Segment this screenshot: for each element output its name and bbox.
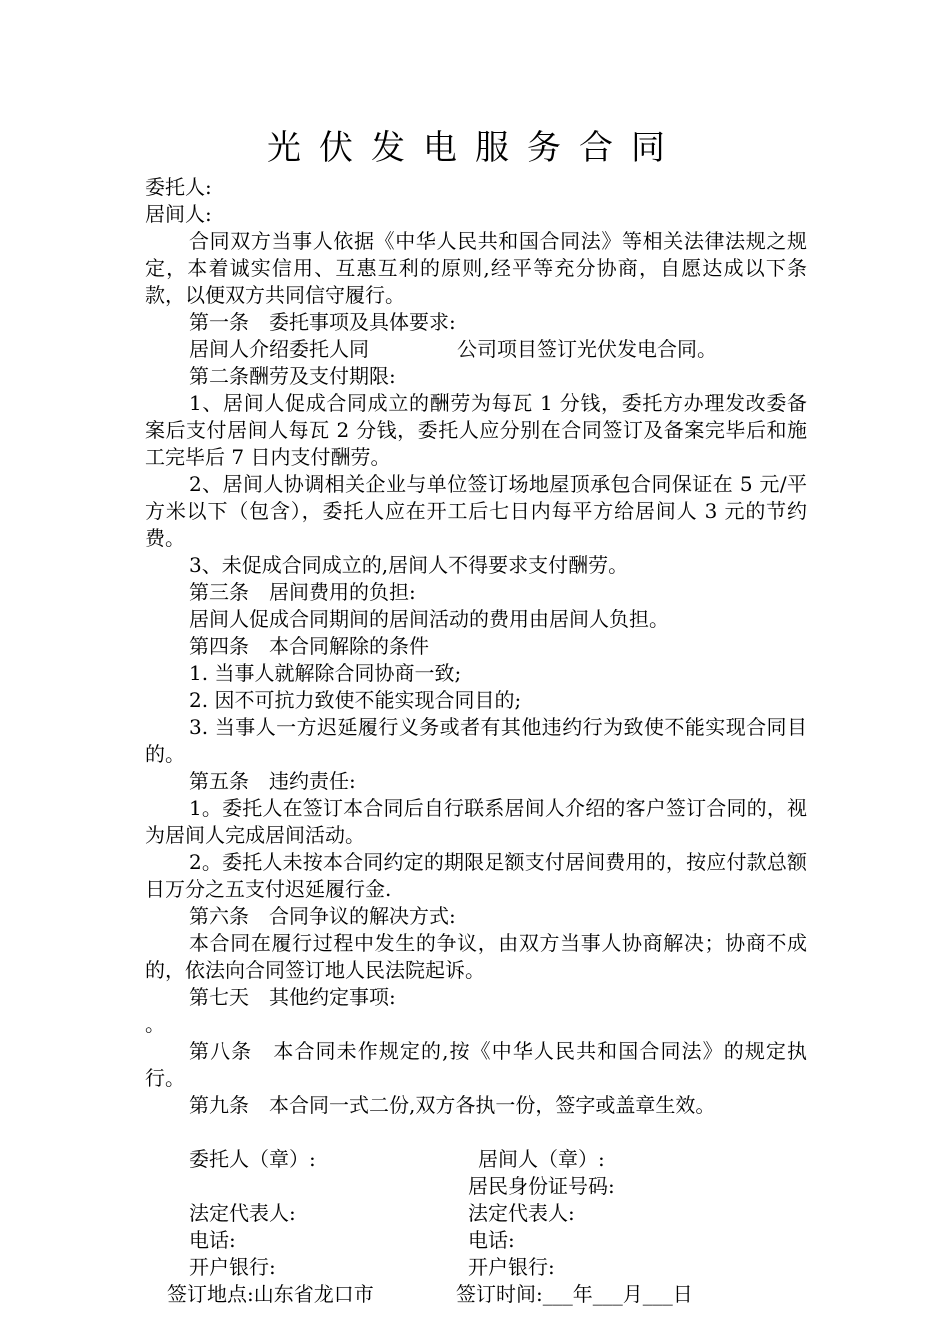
client-phone-label: 电话: xyxy=(189,1228,236,1252)
signing-place: 签订地点:山东省龙口市 xyxy=(167,1282,374,1306)
article-8: 第八条 本合同未作规定的,按《中华人民共和国合同法》的规定执行。 xyxy=(145,1039,807,1090)
article-2-item: 3、未促成合同成立的,居间人不得要求支付酬劳。 xyxy=(189,553,629,577)
client-line: 委托人: xyxy=(145,175,212,199)
article-4-item: 2. 因不可抗力致使不能实现合同目的; xyxy=(189,688,522,712)
signature-row-rep xyxy=(145,1200,807,1227)
article-4-item: 3. 当事人一方迟延履行义务或者有其他违约行为致使不能实现合同目的。 xyxy=(145,715,807,766)
signature-row-bank xyxy=(145,1254,807,1281)
article-9: 第九条 本合同一式二份,双方各执一份，签字或盖章生效。 xyxy=(189,1093,716,1117)
article-1-text-after: 公司项目签订光伏发电合同。 xyxy=(457,337,717,361)
signature-row-id xyxy=(145,1173,807,1200)
intro-paragraph: 合同双方当事人依据《中华人民共和国合同法》等相关法律法规之规定，本着诚实信用、互惠互利的原则,经平等充分协商，自愿达成以下条款，以便双方共同信守履行。 xyxy=(145,229,807,307)
contract-title: 光伏发电服务合同 xyxy=(267,128,683,168)
article-7-text: 。 xyxy=(145,1012,165,1036)
article-6-text: 本合同在履行过程中发生的争议，由双方当事人协商解决；协商不成的，依法向合同签订地人民法院起诉。 xyxy=(145,931,807,982)
signature-row-seal xyxy=(145,1146,807,1173)
broker-id-label: 居民身份证号码: xyxy=(468,1174,615,1198)
article-2-item: 2、居间人协调相关企业与单位签订场地屋顶承包合同保证在 5 元/平方米以下（包含），委托人应在开工后七日内每平方给居间人 3 元的节约费。 xyxy=(145,472,807,550)
contract-body xyxy=(145,174,807,1308)
broker-line: 居间人: xyxy=(145,202,212,226)
article-5-item: 1。委托人在签订本合同后自行联系居间人介绍的客户签订合同的，视为居间人完成居间活动。 xyxy=(145,796,807,847)
broker-bank-label: 开户银行: xyxy=(468,1255,555,1279)
client-rep-label: 法定代表人: xyxy=(189,1201,296,1225)
article-1-text-before: 居间人介绍委托人同 xyxy=(189,337,369,361)
article-7-heading: 第七天 其他约定事项: xyxy=(189,985,396,1009)
article-3-heading: 第三条 居间费用的负担: xyxy=(189,580,416,604)
article-3-text: 居间人促成合同期间的居间活动的费用由居间人负担。 xyxy=(189,607,669,631)
article-1-heading: 第一条 委托事项及具体要求: xyxy=(189,310,456,334)
broker-seal-label: 居间人（章）: xyxy=(478,1147,605,1171)
article-6-heading: 第六条 合同争议的解决方式: xyxy=(189,904,456,928)
article-5-item: 2。委托人未按本合同约定的期限足额支付居间费用的，按应付款总额日万分之五支付迟延履行金. xyxy=(145,850,807,901)
article-5-heading: 第五条 违约责任: xyxy=(189,769,356,793)
article-4-item: 1. 当事人就解除合同协商一致; xyxy=(189,661,462,685)
spacer xyxy=(145,1119,807,1146)
client-bank-label: 开户银行: xyxy=(189,1255,276,1279)
signing-time: 签订时间:___年___月___日 xyxy=(456,1282,693,1306)
article-4-heading: 第四条 本合同解除的条件 xyxy=(189,634,429,658)
broker-rep-label: 法定代表人: xyxy=(468,1201,575,1225)
signature-row-place-time xyxy=(145,1281,807,1308)
article-2-heading: 第二条酬劳及支付期限: xyxy=(189,364,396,388)
broker-phone-label: 电话: xyxy=(468,1228,515,1252)
article-2-item: 1、居间人促成合同成立的酬劳为每瓦 1 分钱，委托方办理发改委备案后支付居间人每瓦 2 分钱，委托人应分别在合同签订及备案完毕后和施工完毕后 7 日内支付酬劳。 xyxy=(145,391,807,469)
client-seal-label: 委托人（章）: xyxy=(189,1147,316,1171)
article-1-text xyxy=(145,336,807,363)
signature-row-phone xyxy=(145,1227,807,1254)
